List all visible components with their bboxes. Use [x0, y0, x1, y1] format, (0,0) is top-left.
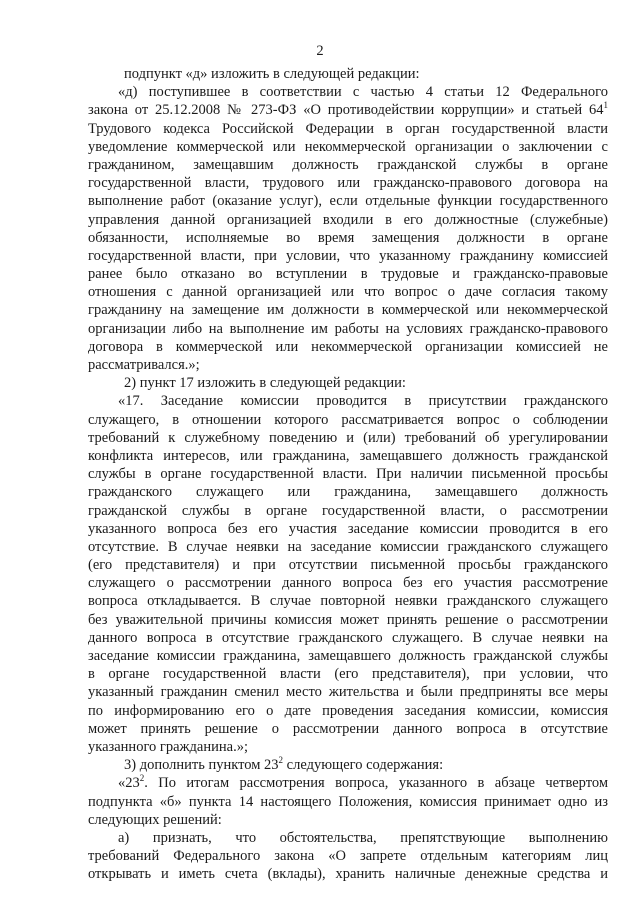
text-line: государственной власти, трудового или гражданско-правового договора на — [88, 175, 608, 192]
text-line: управления данной организацией входили в его должностные (служебные) — [88, 211, 608, 228]
text-line: «17. Заседание комиссии проводится в присутствии гражданского — [118, 393, 608, 410]
text-line: указанный гражданин сменил место жительства и были предприняты все меры — [88, 684, 608, 701]
document-body — [88, 65, 608, 883]
text-line: договора в коммерческой или некоммерческой организации комиссией не — [88, 338, 608, 355]
superscript: 1 — [603, 100, 608, 111]
text-line: государственной власти, при условии, что указанному гражданину комиссией — [88, 247, 608, 264]
text-line: 2) пункт 17 изложить в следующей редакции: — [124, 375, 406, 392]
text-line: заседание комиссии гражданина, замещавшего должность гражданской службы — [88, 648, 608, 664]
superscript: 2 — [139, 773, 145, 784]
text-line: служащего, в отношении которого рассматривается вопрос о соблюдении — [88, 411, 608, 428]
text-line: в органе государственной власти (его представителя), при условии, что — [88, 666, 608, 683]
page-number: 2 — [316, 43, 324, 59]
text-line: рассматривался.»; — [88, 357, 200, 373]
text-line: подпункт «д» изложить в следующей редакции: — [124, 66, 420, 82]
text-line: обязанности, исполняемые во время замещения должности в органе — [88, 229, 608, 246]
text-line: «$23^2$. По итогам рассмотрения вопроса, указанного в абзаце четвертом — [118, 773, 608, 792]
superscript: 2 — [278, 755, 284, 766]
text-line: уведомление коммерческой или некоммерческой организации о заключении с — [88, 138, 608, 155]
text-line: выполнение работ (оказание услуг), если отдельные функции государственного — [88, 193, 608, 210]
text-line: гражданином, замещавшим должность гражданской службы в органе — [88, 156, 608, 173]
text-line: вопроса откладывается. В случае повторной неявки гражданского служащего — [88, 593, 608, 610]
text-line: Трудового кодекса Российской Федерации в орган государственной власти — [88, 120, 608, 137]
text-line: подпункта «б» пункта 14 настоящего Положения, комиссия принимает одно из — [88, 793, 608, 810]
text-line: (его представителя) и при отсутствии письменной просьбы гражданского — [88, 557, 608, 574]
text-line: следующих решений: — [88, 811, 222, 828]
text-line: гражданской службы в органе государственной власти, о рассмотрении — [88, 502, 608, 519]
text-line: может принять решение о рассмотрении данного вопроса в отсутствие — [88, 720, 608, 737]
text-line: закона от 25.12.2008 № 273-ФЗ «О противодействии коррупции» и статьей $64^1$ — [88, 100, 608, 119]
text-line: «д) поступившее в соответствии с частью 4 статьи 12 Федерального — [118, 84, 608, 101]
text-line: 3) дополнить пунктом $23^2$ следующего содержания: — [124, 755, 444, 774]
text-line: по информированию его о дате проведения заседания комиссии, комиссия — [88, 702, 608, 719]
text-line: служащего о рассмотрении данного вопроса без его участия рассмотрение — [88, 575, 608, 592]
text-line: а) признать, что обстоятельства, препятствующие выполнению — [118, 829, 608, 846]
text-line: открывать и иметь счета (вклады), хранить наличные денежные средства и — [88, 866, 608, 883]
text-line: указанного гражданина.»; — [88, 738, 248, 755]
text-line: службы в органе государственной власти. При наличии письменной просьбы — [88, 466, 608, 483]
text-line: требований к служебному поведению и (или) требований об урегулировании — [88, 429, 608, 446]
text-line: требований Федерального закона «О запрете отдельным категориям лиц — [88, 848, 608, 865]
text-line: ранее было отказано во вступлении в трудовые и гражданско-правовые — [88, 266, 608, 283]
text-line: отсутствие. В случае неявки на заседание комиссии гражданского служащего — [88, 538, 608, 555]
text-line: организации либо на выполнение им работы на условиях гражданско-правового — [88, 320, 608, 337]
text-line: данного вопроса в отсутствие гражданского служащего. В случае неявки на — [88, 629, 608, 646]
text-line: без уважительной причины комиссия может принять решение о рассмотрении — [88, 611, 608, 628]
text-line: гражданского служащего или гражданина, замещавшего должность — [88, 484, 608, 501]
text-line: конфликта интересов, или гражданина, замещавшего должность гражданской — [88, 447, 608, 464]
text-line: гражданину на замещение им должности в коммерческой или некоммерческой — [88, 302, 608, 319]
text-line: отношения с данной организацией или что вопрос о даче согласия такому — [88, 284, 608, 301]
text-line: указанного вопроса без его участия заседание комиссии проводится в его — [88, 520, 608, 537]
